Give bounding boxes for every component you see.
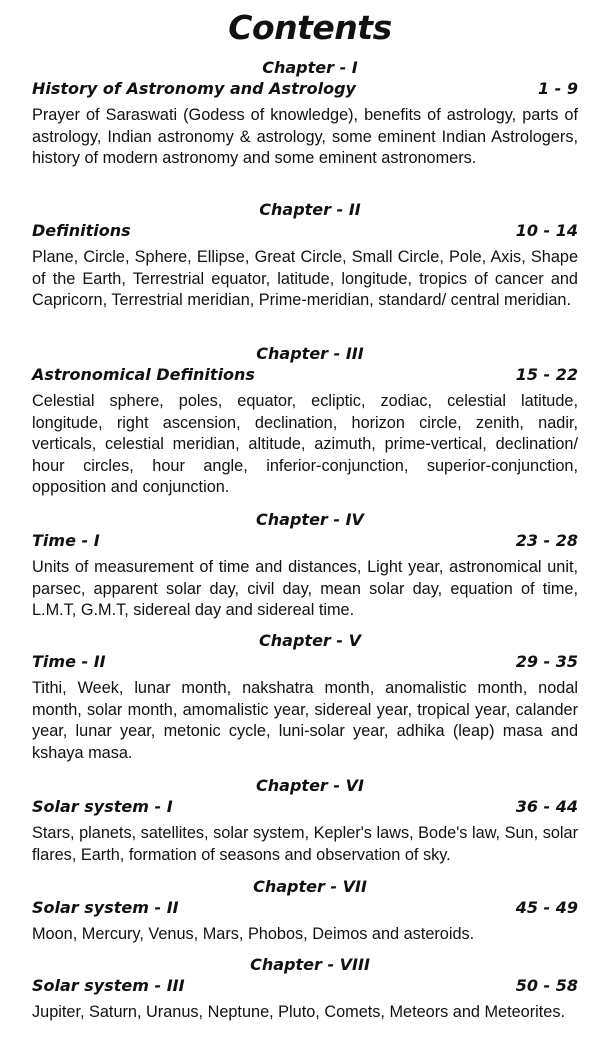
chapter-title: Astronomical Definitions bbox=[32, 365, 255, 384]
chapter-summary: Stars, planets, satellites, solar system, Kepler's laws, Bode's law, Sun, solar flares, Earth, formation of seasons and observation of sky. bbox=[32, 824, 578, 864]
chapter-title: Definitions bbox=[32, 221, 131, 240]
chapter-title: Solar system - I bbox=[32, 797, 173, 816]
chapter-heading bbox=[32, 975, 578, 996]
chapter-section bbox=[32, 509, 578, 622]
chapter-title: Time - II bbox=[32, 652, 106, 671]
chapter-label: Chapter - I bbox=[262, 58, 358, 77]
chapter-title: History of Astronomy and Astrology bbox=[32, 79, 356, 98]
chapter-title: Solar system - II bbox=[32, 898, 179, 917]
chapter-title: Time - I bbox=[32, 531, 100, 550]
page-title: Contents bbox=[228, 8, 392, 47]
chapter-summary: Tithi, Week, lunar month, nakshatra month, anomalistic month, nodal month, solar month, amomalistic year, sidereal year, tropical year, calander year, lunar year, metonic cycle, luni-solar year, adhika (leap) masa and kshaya masa. bbox=[32, 679, 578, 762]
chapter-summary: Prayer of Saraswati (Godess of knowledge), benefits of astrology, parts of astrology, Indian astronomy & astrology, some eminent Indian Astrologers, history of modern astronomy and some eminent astronomers. bbox=[32, 106, 578, 167]
chapter-section bbox=[32, 876, 578, 946]
chapter-section bbox=[32, 775, 578, 866]
page-range: 23 - 28 bbox=[515, 531, 578, 550]
chapter-label: Chapter - VI bbox=[256, 776, 364, 795]
page-range: 1 - 9 bbox=[537, 79, 578, 98]
chapter-heading bbox=[32, 651, 578, 672]
page-range: 50 - 58 bbox=[515, 976, 578, 995]
page-range: 29 - 35 bbox=[515, 652, 578, 671]
chapter-summary: Units of measurement of time and distances, Light year, astronomical unit, parsec, apparent solar day, civil day, mean solar day, equation of time, L.M.T, G.M.T, sidereal day and sidereal time. bbox=[32, 558, 578, 619]
chapter-label: Chapter - VII bbox=[253, 877, 367, 896]
chapter-label: Chapter - II bbox=[259, 200, 361, 219]
chapter-label: Chapter - III bbox=[256, 344, 364, 363]
chapter-summary: Jupiter, Saturn, Uranus, Neptune, Pluto, Comets, Meteors and Meteorites. bbox=[32, 1003, 566, 1021]
chapter-heading bbox=[32, 897, 578, 918]
chapter-title: Solar system - III bbox=[32, 976, 185, 995]
chapter-section bbox=[32, 954, 578, 1024]
chapter-summary: Moon, Mercury, Venus, Mars, Phobos, Deimos and asteroids. bbox=[32, 925, 475, 943]
chapter-heading bbox=[32, 530, 578, 551]
chapter-label: Chapter - IV bbox=[256, 510, 364, 529]
chapter-section bbox=[32, 199, 578, 312]
chapter-label: Chapter - V bbox=[259, 631, 361, 650]
page-range: 36 - 44 bbox=[515, 797, 578, 816]
chapter-heading bbox=[32, 796, 578, 817]
page-range: 45 - 49 bbox=[515, 898, 578, 917]
page-range: 10 - 14 bbox=[515, 221, 578, 240]
chapter-summary: Celestial sphere, poles, equator, ecliptic, zodiac, celestial latitude, longitude, right ascension, declination, horizon circle, zenith, nadir, verticals, celestial meridian, altitude, azimuth, prime-vertical, declination/ hour circles, hour angle, inferior-conjunction, superior-conjunction, opposition and conjunction. bbox=[32, 392, 578, 496]
chapter-heading bbox=[32, 78, 578, 99]
chapter-heading bbox=[32, 364, 578, 385]
chapter-section bbox=[32, 343, 578, 499]
page-range: 15 - 22 bbox=[515, 365, 578, 384]
chapter-section bbox=[32, 57, 578, 170]
chapter-summary: Plane, Circle, Sphere, Ellipse, Great Circle, Small Circle, Pole, Axis, Shape of the Earth, Terrestrial equator, latitude, longitude, tropics of cancer and Capricorn, Terrestrial meridian, Prime-meridian, standard/ central meridian. bbox=[32, 248, 578, 309]
chapter-section bbox=[32, 630, 578, 764]
chapter-heading bbox=[32, 220, 578, 241]
chapter-label: Chapter - VIII bbox=[250, 955, 370, 974]
